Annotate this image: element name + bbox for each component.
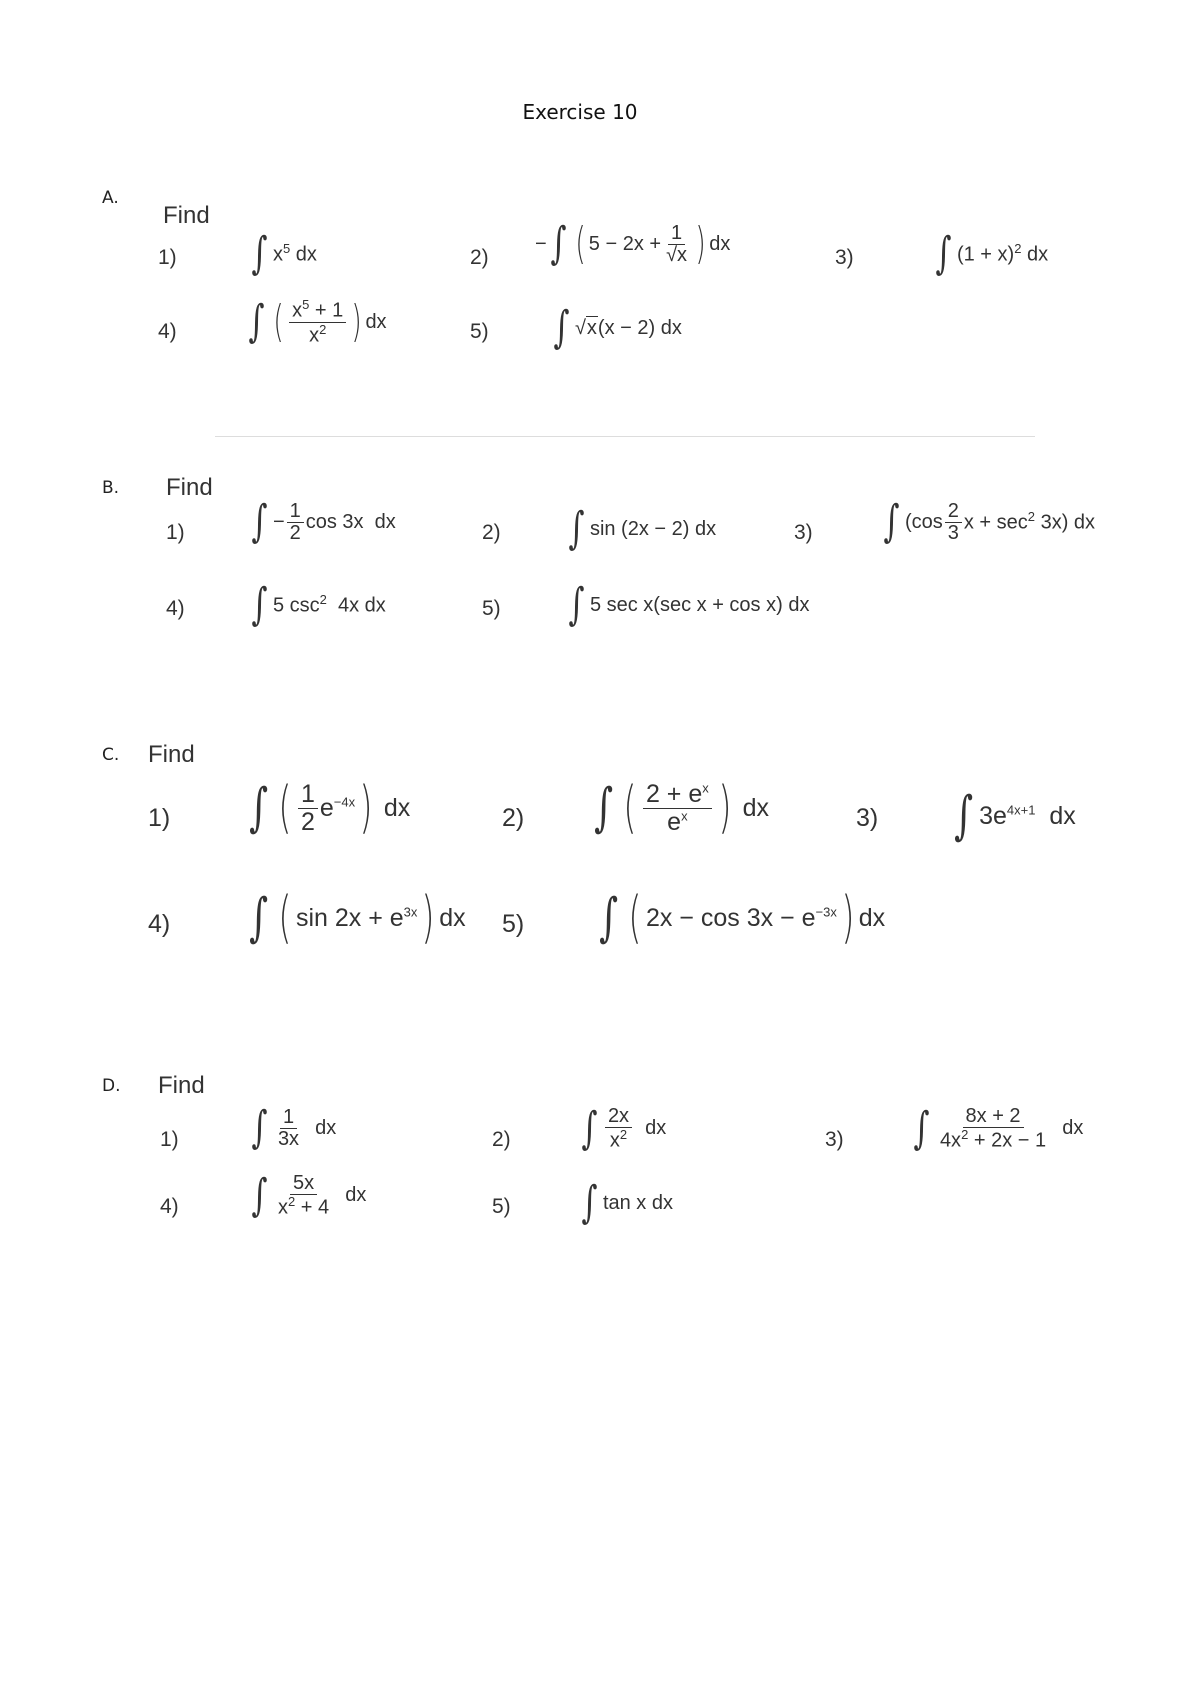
- d-4-number: 4): [160, 1195, 179, 1218]
- c-3-expression: ∫ $3e^{4x+1}$ dx: [954, 786, 1076, 846]
- a-5-expression: ∫ √ x (x − 2) dx: [553, 302, 682, 353]
- d-3-number: 3): [825, 1128, 844, 1151]
- c-2-expression: ∫ ( $\frac{2 + e^x}{e^x}$ ) dx: [594, 775, 769, 840]
- b-1-number: 1): [166, 521, 185, 544]
- a-2-expression: − ∫ ( 5 − 2x + $\frac{1}{√x}$ ) dx: [535, 218, 731, 269]
- section-c-find: Find: [148, 741, 195, 768]
- a-4-expression: ∫ ( $\frac{x^5 + 1}{x^2}$ ) dx: [248, 296, 387, 348]
- c-2-number: 2): [502, 804, 525, 832]
- section-d-find: Find: [158, 1072, 205, 1099]
- b-2-expression: ∫ sin (2x − 2) dx: [568, 503, 717, 554]
- section-letter-d: D.: [102, 1076, 121, 1096]
- section-letter-a: A.: [102, 188, 119, 208]
- b-3-number: 3): [794, 521, 813, 544]
- a-1-expression: ∫ $x^5$ dx: [251, 228, 317, 279]
- c-3-number: 3): [856, 804, 879, 832]
- d-3-expression: ∫ $\frac{8x + 2}{4x^2 + 2x - 1}$ dx: [913, 1102, 1084, 1154]
- a-3-expression: ∫ $(1 + x)^2$ dx: [935, 228, 1049, 279]
- section-letter-b: B.: [102, 478, 120, 498]
- b-2-number: 2): [482, 521, 501, 544]
- d-1-number: 1): [160, 1128, 179, 1151]
- b-4-number: 4): [166, 597, 185, 620]
- c-5-number: 5): [502, 910, 525, 938]
- b-5-number: 5): [482, 597, 501, 620]
- a-5-number: 5): [470, 320, 489, 343]
- c-4-expression: ∫ ( $\sin 2x + e^{3x}$ ) dx: [249, 885, 466, 950]
- a-4-number: 4): [158, 320, 177, 343]
- c-5-expression: ∫ ( $2x - \cos 3x - e^{-3x}$ ) dx: [599, 885, 886, 950]
- section-b-find: Find: [166, 474, 213, 501]
- section-letter-c: C.: [102, 745, 120, 765]
- b-3-expression: ∫ (cos $\frac{2}{3}$ $x + \sec^2 3x$) dx: [883, 496, 1096, 547]
- c-4-number: 4): [148, 910, 171, 938]
- c-1-expression: ∫ ( $\frac{1}{2}$ $e^{-4x}$ ) dx: [249, 775, 411, 840]
- c-1-number: 1): [148, 804, 171, 832]
- scan-divider: [215, 436, 1035, 437]
- b-1-expression: ∫ − $\frac{1}{2}$ cos 3x dx: [251, 496, 396, 547]
- a-3-number: 3): [835, 246, 854, 269]
- d-5-expression: ∫ tan x dx: [581, 1177, 673, 1228]
- d-2-number: 2): [492, 1128, 511, 1151]
- d-5-number: 5): [492, 1195, 511, 1218]
- d-4-expression: ∫ $\frac{5x}{x^2 + 4}$ dx: [251, 1169, 367, 1221]
- a-2-number: 2): [470, 246, 489, 269]
- section-a-find: Find: [163, 202, 210, 229]
- page-title: Exercise 10: [522, 100, 638, 124]
- d-2-expression: ∫ $\frac{2x}{x^2}$ dx: [581, 1102, 667, 1154]
- b-5-expression: ∫ 5 sec x(sec x + cos x) dx: [568, 579, 810, 630]
- a-1-number: 1): [158, 246, 177, 269]
- d-1-expression: ∫ $\frac{1}{3x}$ dx: [251, 1102, 337, 1153]
- b-4-expression: ∫ 5 $\csc^2 4x$ dx: [251, 579, 386, 630]
